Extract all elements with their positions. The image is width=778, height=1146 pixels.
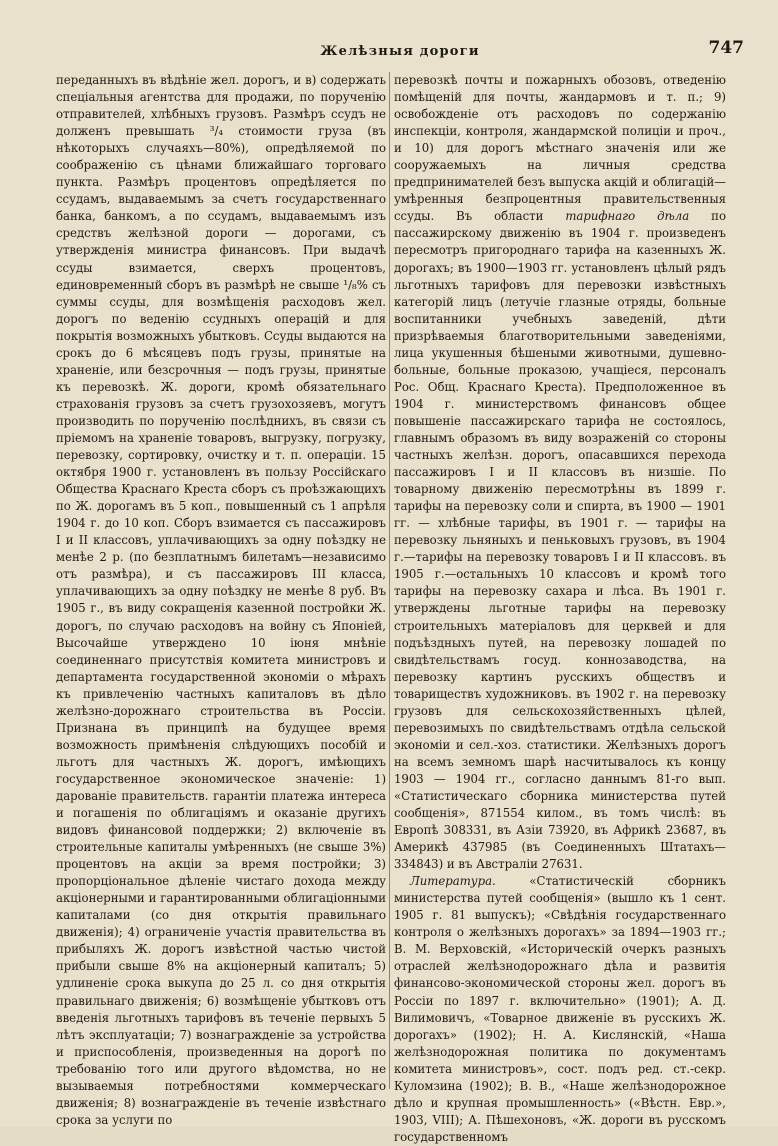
literature-heading: Литература. (410, 874, 496, 889)
italic-term-tariff: тарифнаго дѣла (565, 209, 690, 224)
right-paragraph-1-text-a: перевозкѣ почты и пожарныхъ обозовъ, отведенію помѣщеній для почты, жандармовъ и т. п.; 9) освобожденіе отъ расходовъ по содержанію инспекціи, контроля, жандармской полиціи и проч., и 10) для дорогъ мѣстнаго значенія или же сооружаемыхъ на личныя средства предпринимателей безъ выпуска акцій и облигацій—умѣренныя безпроцентныя правительственныя ссуды. Въ области (394, 73, 726, 224)
page-header (52, 38, 748, 64)
literature-paragraph (394, 873, 726, 1146)
literature-text: «Статистическій сборникъ министерства путей сообщенія» (вышло къ 1 сент. 1905 г. 81 выпускъ); «Свѣдѣнія государственнаго контроля о желѣзныхъ дорогахъ» за 1894—1903 гг.; В. М. Верховскій, «Историческій очеркъ разныхъ отраслей желѣзнодорожнаго дѣла и развитія финансово-экономической стороны жел. дорогъ въ Россіи по 1897 г. включительно» (1901); А. Д. Вилимовичъ, «Товарное движеніе въ русскихъ Ж. дорогахъ» (1902); Н. А. Кислянскій, «Наша желѣзнодорожная политика по документамъ комитета министровъ», сост. подъ ред. ст.-секр. Куломзина (1902); В. В., «Наше желѣзнодорожное дѣло и крупная промышленность» («Вѣстн. Евр.», 1903, VIII); А. Пѣшехоновъ, «Ж. дороги въ русскомъ государственномъ (394, 874, 726, 1144)
left-column (56, 72, 386, 1129)
column-divider (389, 72, 390, 1089)
left-column-text: переданныхъ въ вѣдѣніе жел. дорогъ, и в) содержать спеціальныя агентства для продажи, по порученію отправителей, хлѣбныхъ грузовъ. Размѣръ ссудъ не долженъ превышать ³/₄ стоимости груза (въ нѣкоторыхъ случаяхъ—80%), опредѣляемой по соображенію съ цѣнами ближайшаго торговаго пункта. Размѣръ процентовъ опредѣляется по ссудамъ, выдаваемымъ за счетъ государственнаго банка, банкомъ, а по ссудамъ, выдаваемымъ изъ средствъ желѣзной дороги — дорогами, съ утвержденія министра финансовъ. При выдачѣ ссуды взимается, сверхъ процентовъ, единовременный сборъ въ размѣрѣ не свыше ¹/₈% съ суммы ссуды, для возмѣщенія расходовъ жел. дорогъ по веденію ссудныхъ операцій и для покрытія возможныхъ убытковъ. Ссуды выдаются на срокъ до 6 мѣсяцевъ подъ грузы, принятые на храненіе, или безсрочныя — подъ грузы, принятые къ перевозкѣ. Ж. дороги, кромѣ обязательнаго страхованія грузовъ за счетъ грузохозяевъ, могутъ производить по порученію послѣднихъ, въ связи съ пріемомъ на храненіе товаровъ, выгрузку, погрузку, перевозку, сортировку, очистку и т. п. операціи. 15 октября 1900 г. установленъ въ пользу Россійскаго Общества Краснаго Креста сборъ съ проѣзжающихъ по Ж. дорогамъ въ 5 коп., повышенный съ 1 апрѣля 1904 г. до 10 коп. Сборъ взимается съ пассажировъ I и II классовъ, уплачивающихъ за одну поѣздку не менѣе 2 р. (по безплатнымъ билетамъ—независимо отъ размѣра), и съ пассажировъ III класса, уплачивающихъ за одну поѣздку не менѣе 8 руб. Въ 1905 г., въ виду сокращенія казенной постройки Ж. дорогъ, по случаю расходовъ на войну съ Японіей, Высочайше утверждено 10 іюня мнѣніе соединеннаго присутствія комитета министровъ и департамента государственной экономіи о мѣрахъ къ привлеченію частныхъ капиталовъ въ дѣло желѣзно-дорожнаго строительства въ Россіи. Признана въ принципѣ на будущее время возможность примѣненія слѣдующихъ пособій и льготъ для частныхъ Ж. дорогъ, имѣющихъ государственное экономическое значеніе: 1) дарованіе правительств. гарантіи платежа интереса и погашенія по облигаціямъ и оказаніе другихъ видовъ финансовой поддержки; 2) включеніе въ строительные капиталы умѣренныхъ (не свыше 3%) процентовъ на акціи за время постройки; 3) пропорціональное дѣленіе чистаго дохода между акціонерными и гарантированными облигаціонными капиталами (со дня открытія правильнаго движенія); 4) ограниченіе участія правительства въ прибыляхъ Ж. дорогъ извѣстной частью чистой прибыли свыше 8% на акціонерный капиталъ; 5) удлиненіе срока выкупа до 25 л. со дня открытія правильнаго движенія; 6) возмѣщеніе убытковъ отъ введенія льготныхъ тарифовъ въ теченіе первыхъ 5 лѣтъ эксплуатаціи; 7) вознагражденіе за устройства и приспособленія, произведенныя на дорогѣ по требованію того или другого вѣдомства, но не вызываемыя потребностями коммерческаго движенія; 8) вознагражденіе въ теченіе извѣстнаго срока за услуги по (56, 73, 386, 1127)
right-paragraph-1 (394, 72, 726, 873)
page-number: 747 (708, 38, 744, 58)
right-paragraph-1-text-b: по пассажирскому движенію въ 1904 г. произведенъ пересмотръ пригороднаго тарифа на казенныхъ Ж. дорогахъ; въ 1900—1903 гг. установленъ цѣлый рядъ льготныхъ тарифовъ для перевозки извѣстныхъ категорій лицъ (летучіе глазные отряды, больные воспитанники учебныхъ заведеній, дѣти призрѣваемыя благотворительными заведеніями, лица укушенныя бѣшеными животными, душевно-больные, больные проказою, учащіеся, персоналъ Рос. Общ. Краснаго Креста). Предположенное въ 1904 г. министерствомъ финансовъ общее повышеніе пассажирскаго тарифа не состоялось, главнымъ образомъ въ виду возраженій со стороны частныхъ желѣзн. дорогъ, опасавшихся перехода пассажировъ I и II классовъ въ низшіе. По товарному движенію пересмотрѣны въ 1899 г. тарифы на перевозку соли и спирта, въ 1900 — 1901 гг. — хлѣбные тарифы, въ 1901 г. — тарифы на перевозку льняныхъ и пеньковыхъ грузовъ, въ 1904 г.—тарифы на перевозку товаровъ I и II классовъ. въ 1905 г.—остальныхъ 10 классовъ и кромѣ того тарифы на перевозку сахара и лѣса. Въ 1901 г. утверждены льготные тарифы на перевозку строительныхъ матеріаловъ для церквей и для подъѣздныхъ путей, на перевозку лошадей по свидѣтельствамъ госуд. коннозаводства, на перевозку картинъ русскихъ обществъ и товариществъ художниковъ. въ 1902 г. на перевозку грузовъ для сельскохозяйственныхъ цѣлей, перевозимыхъ по свидѣтельствамъ отдѣла сельской экономіи и сел.-хоз. статистики. Желѣзныхъ дорогъ на всемъ земномъ шарѣ насчитывалось къ концу 1903 — 1904 гг., согласно даннымъ 81-го вып. «Статистическаго сборника министерства путей сообщенія», 871554 килом., въ томъ числѣ: въ Европѣ 308331, въ Азіи 73920, въ Африкѣ 23687, въ Америкѣ 437985 (въ Соединенныхъ Штатахъ—334843) и въ Австраліи 27631. (394, 209, 726, 872)
running-title: Желѣзныя дороги (320, 44, 480, 59)
right-column (394, 72, 726, 1146)
